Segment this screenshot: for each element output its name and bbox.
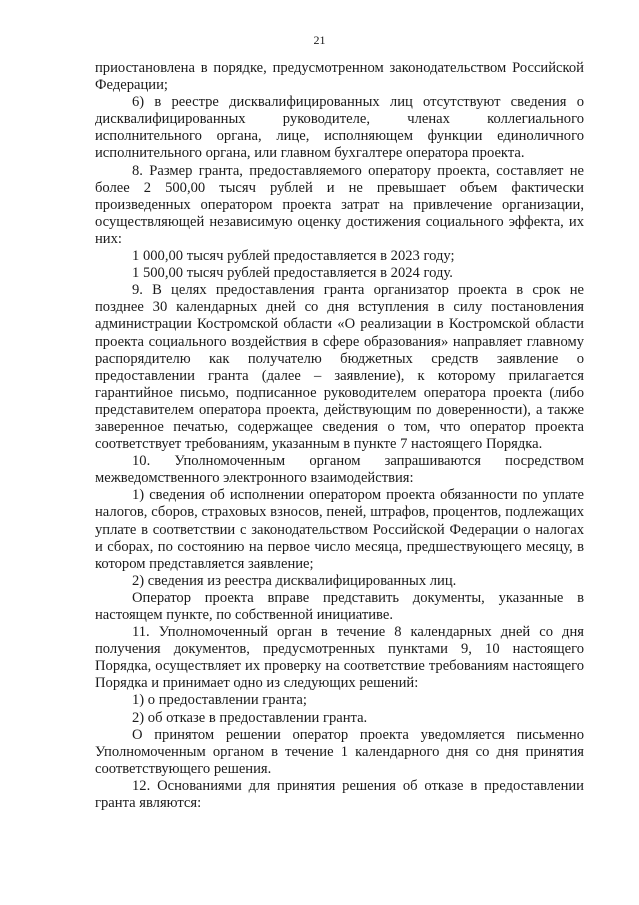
paragraph: 6) в реестре дисквалифицированных лиц отсутствуют сведения о дисквалифицированных руководителе, членах коллегиального исполнительного органа, лице, исполняющем функции единоличного исполнительного органа, или главном бухгалтере оператора проекта. [95,94,584,162]
paragraph: О принятом решении оператор проекта уведомляется письменно Уполномоченным органом в течение 1 календарного дня со дня принятия соответствующего решения. [95,726,584,777]
paragraph: 10. Уполномоченным органом запрашиваются посредством межведомственного электронного взаимодействия: [95,453,584,487]
paragraph: 12. Основаниями для принятия решения об отказе в предоставлении гранта являются: [95,777,584,812]
paragraph: 1 500,00 тысяч рублей предоставляется в 2024 году. [132,265,453,282]
paragraph: 9. В целях предоставления гранта организатор проекта в срок не позднее 30 календарных дней со дня вступления в силу постановления администрации Костромской области «О реализации в Костромской области проекта социального воздействия в сфере образования» направляет главному распорядителю как получателю бюджетных средств заявление о предоставлении гранта (далее – заявление), к которому прилагается гарантийное письмо, подписанное руководителем оператора проекта (либо представителем оператора проекта, действующим по доверенности), а также заверенное печатью, содержащее сведения о том, что оператор проекта соответствует требованиям, указанным в пункте 7 настоящего Порядка. [95,282,584,453]
paragraph: приостановлена в порядке, предусмотренном законодательством Российской Федерации; [95,60,584,94]
paragraph: 1 000,00 тысяч рублей предоставляется в 2023 году; [132,248,455,265]
paragraph: Оператор проекта вправе представить документы, указанные в настоящем пункте, по собственной инициативе. [95,589,584,623]
document-body [95,60,584,812]
paragraph: 1) сведения об исполнении оператором проекта обязанности по уплате налогов, сборов, страховых взносов, пеней, штрафов, процентов, подлежащих уплате в соответствии с законодательством Российской Федерации о налогах и сборах, по состоянию на первое число месяца, предшествующего месяцу, в котором представляется заявление; [95,487,584,572]
paragraph: 1) о предоставлении гранта; [132,692,307,709]
paragraph: 8. Размер гранта, предоставляемого оператору проекта, составляет не более 2 500,00 тысяч рублей и не превышает объем фактически произведенных оператором проекта затрат на привлечение организации, осуществляющей независимую оценку достижения социального эффекта, их них: [95,162,584,247]
paragraph: 2) сведения из реестра дисквалифицированных лиц. [132,572,457,589]
page-number: 21 [313,33,326,47]
paragraph: 2) об отказе в предоставлении гранта. [132,709,368,726]
paragraph: 11. Уполномоченный орган в течение 8 календарных дней со дня получения документов, предусмотренных пунктами 9, 10 настоящего Порядка, осуществляет их проверку на соответствие требованиям настоящего Порядка и принимает одно из следующих решений: [95,624,584,692]
